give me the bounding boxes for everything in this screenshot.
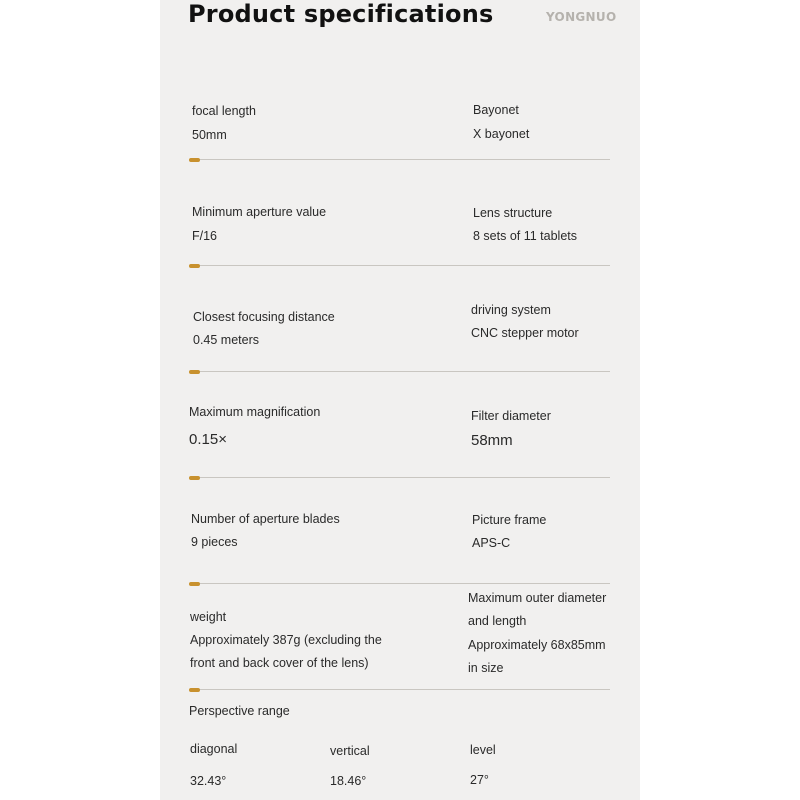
spec-value-bayonet: X bayonet [473, 127, 530, 141]
spec-label-bayonet: Bayonet [473, 103, 519, 117]
spec-label-aperture-blades: Number of aperture blades [191, 512, 340, 526]
divider-line [190, 689, 610, 690]
spec-value-weight-line1: Approximately 387g (excluding the [190, 633, 382, 647]
accent-marker [189, 582, 200, 586]
divider-line [190, 371, 610, 372]
spec-value-aperture-blades: 9 pieces [191, 535, 238, 549]
spec-label-lens-structure: Lens structure [473, 206, 553, 220]
spec-value-driving-system: CNC stepper motor [471, 326, 579, 340]
page-title: Product specifications [188, 0, 494, 28]
spec-label-filter-diameter: Filter diameter [471, 409, 551, 423]
spec-value-outer-diameter-line2: in size [468, 661, 504, 675]
brand-logo: YONGNUO [546, 10, 617, 24]
divider-line [190, 265, 610, 266]
spec-value-focusing-distance: 0.45 meters [193, 333, 260, 347]
perspective-vertical-label: vertical [330, 744, 370, 758]
perspective-diagonal-label: diagonal [190, 742, 238, 756]
spec-value-lens-structure: 8 sets of 11 tablets [473, 229, 577, 243]
spec-value-focal-length: 50mm [192, 128, 227, 142]
accent-marker [189, 158, 200, 162]
perspective-diagonal-value: 32.43° [190, 774, 227, 788]
spec-value-magnification: 0.15× [189, 431, 227, 448]
spec-value-weight-line2: front and back cover of the lens) [190, 656, 369, 670]
spec-value-min-aperture: F/16 [192, 229, 218, 243]
spec-value-outer-diameter-line1: Approximately 68x85mm [468, 638, 606, 652]
perspective-vertical-value: 18.46° [330, 774, 367, 788]
accent-marker [189, 688, 200, 692]
perspective-range-label: Perspective range [189, 704, 290, 718]
spec-label-weight: weight [190, 610, 227, 624]
spec-label-focal-length: focal length [192, 104, 256, 118]
spec-value-filter-diameter: 58mm [471, 432, 513, 449]
divider-line [190, 159, 610, 160]
spec-label-outer-diameter-line2: and length [468, 614, 527, 628]
spec-label-driving-system: driving system [471, 303, 551, 317]
spec-value-picture-frame: APS-C [472, 536, 511, 550]
accent-marker [189, 476, 200, 480]
spec-label-focusing-distance: Closest focusing distance [193, 310, 335, 324]
accent-marker [189, 264, 200, 268]
spec-label-outer-diameter-line1: Maximum outer diameter [468, 591, 607, 605]
accent-marker [189, 370, 200, 374]
spec-label-min-aperture: Minimum aperture value [192, 205, 327, 219]
divider-line [190, 583, 610, 584]
spec-label-picture-frame: Picture frame [472, 513, 547, 527]
spec-label-magnification: Maximum magnification [189, 405, 321, 419]
perspective-level-value: 27° [470, 773, 489, 787]
perspective-level-label: level [470, 743, 496, 757]
divider-line [190, 477, 610, 478]
